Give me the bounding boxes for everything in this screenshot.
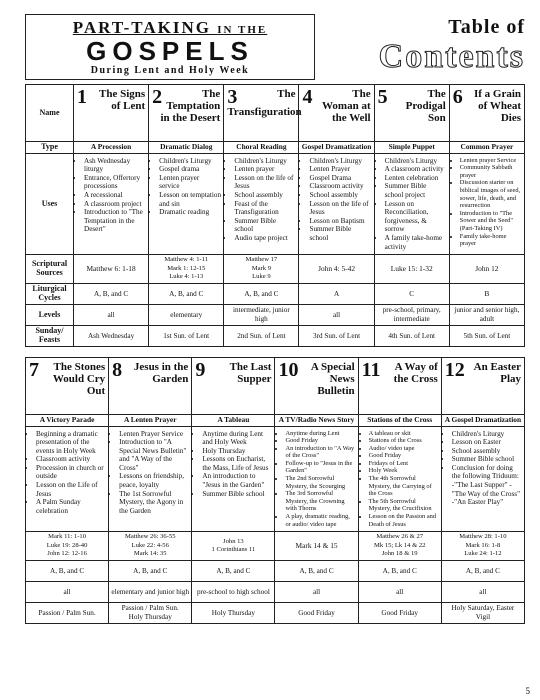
feast-line: Holy Saturday, Easter Vigil — [451, 604, 515, 621]
uses-list — [377, 157, 447, 252]
feast-line: Ash Wednesday — [87, 331, 135, 340]
entry-levels: pre-school to high school — [192, 582, 275, 603]
feast-line: Good Friday — [381, 608, 418, 617]
use-item: • Fridays of Lent — [369, 460, 439, 468]
entry-levels: intermediate, junior high — [224, 304, 299, 325]
row-levels — [26, 582, 525, 603]
use-item: • Introduction to "The Sower and the Seed" (Part-Taking IV) — [460, 210, 522, 233]
contents-table-top — [25, 84, 525, 347]
entry-levels: all — [358, 582, 441, 603]
entry-title: If a Grain of Wheat Dies — [473, 88, 521, 124]
entry-levels: elementary — [149, 304, 224, 325]
entry-type: A Victory Parade — [26, 414, 109, 426]
scripture-line: Mark 16: 1-8 — [465, 541, 501, 549]
entry-type: A Gospel Dramatization — [441, 414, 524, 426]
uses-list — [301, 157, 371, 243]
entry-cycles: A, B, and C — [192, 561, 275, 582]
feast-line: 3rd Sun. of Lent — [312, 331, 361, 340]
use-item: • A play, dramatic reading, or audio/ video tape — [285, 513, 355, 528]
use-item: • Anytime during Lent and Holy Week — [202, 430, 272, 447]
row-sunday — [26, 603, 525, 624]
title-line2: GOSPELS — [86, 36, 254, 66]
entry-uses — [299, 153, 374, 255]
entry-type: Common Prayer — [449, 142, 524, 154]
toc-line2: Contents — [378, 38, 525, 75]
use-item: • Lenten prayer — [234, 165, 296, 174]
use-item: • Lesson on the Life of Jesus — [36, 481, 106, 498]
entry-number: 5 — [377, 86, 388, 108]
use-item: • Discussion starter on biblical images of seed, sower, life, death, and resurrection — [460, 179, 522, 209]
use-item: • A Palm Sunday celebration — [36, 498, 106, 515]
entry-feast — [441, 603, 524, 624]
entry-title: An Easter Play — [473, 360, 521, 385]
entry-scripture — [449, 255, 524, 284]
use-item: • Ash Wednesday liturgy — [84, 157, 146, 174]
entry-feast — [74, 325, 149, 346]
entry-cycles: A, B, and C — [74, 283, 149, 304]
row-type — [26, 414, 525, 426]
scripture-line: Mark 9 — [251, 264, 271, 272]
entry-title-cell — [192, 357, 275, 414]
entry-scripture — [109, 532, 192, 561]
title-line1: PART-TAKING — [72, 18, 211, 37]
scripture-line: John 18 & 19 — [381, 550, 418, 558]
uses-list — [452, 157, 522, 248]
entry-title-cell — [299, 85, 374, 142]
uses-list — [151, 157, 221, 217]
use-item: • Feast of the Transfiguration — [234, 200, 296, 217]
entry-uses — [224, 153, 299, 255]
scripture-line: Mark 1: 12-15 — [167, 264, 206, 272]
page — [25, 14, 525, 624]
entry-levels: junior and senior high, adult — [449, 304, 524, 325]
entry-uses — [74, 153, 149, 255]
use-item: • Children's Liturgy — [159, 157, 221, 166]
uses-list — [277, 430, 355, 529]
entry-number: 1 — [77, 86, 87, 108]
entry-number: 2 — [152, 86, 163, 108]
entry-title: Jesus in the Garden — [133, 360, 189, 385]
entry-title-cell — [224, 85, 302, 142]
row-label-scripture: Scriptural Sources — [26, 255, 74, 284]
entry-feast — [374, 325, 449, 346]
entry-title: The Temptation in the Desert — [160, 88, 221, 124]
entry-feast — [449, 325, 524, 346]
entry-title-cell — [149, 85, 224, 142]
use-item: • Summer Bible school — [309, 225, 371, 242]
row-title — [26, 357, 525, 414]
entry-feast — [109, 603, 192, 624]
use-item: • Introduction to "The Temptation in the Desert" — [84, 208, 146, 234]
entry-title-cell — [358, 357, 441, 414]
use-item: • Lenten celebration — [385, 174, 447, 183]
entry-title-cell — [26, 357, 109, 414]
entry-cycles: A, B, and C — [26, 561, 109, 582]
title-line3: During Lent and Holy Week — [90, 65, 250, 76]
entry-levels: all — [26, 582, 109, 603]
entry-title: The Stones Would Cry Out — [52, 360, 106, 397]
row-label-title: Name — [26, 85, 74, 142]
use-item: • Lesson on Reconciliation, forgiveness, & sorrow — [385, 200, 447, 234]
use-item: • The 2nd Sorrowful Mystery, the Scourging — [285, 475, 355, 490]
entry-feast — [26, 603, 109, 624]
use-item: • Children's Liturgy — [234, 157, 296, 166]
use-item: • Anytime during Lent — [285, 430, 355, 438]
entry-title: The Woman at the Well — [322, 88, 371, 124]
use-item: • A recessional — [84, 191, 146, 200]
row-scripture — [26, 255, 525, 284]
entry-cycles: A, B, and C — [441, 561, 524, 582]
scripture-line: Matthew 26: 36-55 — [124, 533, 176, 541]
use-item: • Good Friday — [285, 437, 355, 445]
scripture-line: John 4: 5-42 — [318, 263, 356, 273]
book-title — [25, 14, 315, 80]
row-label-type: Type — [26, 142, 74, 154]
feast-line: Passion / Palm Sun. — [121, 604, 179, 613]
scripture-line: Matthew 28: 1-10 — [459, 533, 507, 541]
scripture-line: Luke 19: 28-40 — [46, 541, 88, 549]
use-item: • Beginning a dramatic presentation of the events in Holy Week — [36, 430, 106, 456]
entry-number: 4 — [302, 86, 313, 108]
entry-levels: all — [299, 304, 374, 325]
entry-title-cell — [74, 85, 149, 142]
entry-levels: pre-school, primary, intermediate — [374, 304, 449, 325]
entry-feast — [358, 603, 441, 624]
row-label-sunday: Sunday/ Feasts — [26, 325, 74, 346]
use-item: • The 4th Sorrowful Mystery, the Carrying of the Cross — [369, 475, 439, 498]
use-item: • School assembly — [452, 447, 522, 456]
entry-type: Gospel Dramatization — [299, 142, 374, 154]
use-item: • The 1st Sorrowful Mystery, the Agony in the Garden — [119, 490, 189, 516]
uses-list — [194, 430, 272, 499]
entry-number: 7 — [29, 358, 39, 381]
row-scripture — [26, 532, 525, 561]
entry-scripture — [441, 532, 524, 561]
entry-type: A Tableau — [192, 414, 275, 426]
row-uses — [26, 153, 525, 255]
uses-list — [226, 157, 296, 243]
entry-scripture — [74, 255, 149, 284]
entry-scripture — [224, 255, 299, 284]
use-item: • Gospel Drama — [309, 174, 371, 183]
use-item: • Stations of the Cross — [369, 437, 439, 445]
feast-line: 1st Sun. of Lent — [163, 331, 210, 340]
use-item: • Lessons on Eucharist, the Mass, Life of Jesus — [202, 455, 272, 472]
entry-scripture — [26, 532, 109, 561]
use-item: • Children's Liturgy — [385, 157, 447, 166]
use-item: • Introduction to "A Special News Bulletin" and "A Way of the Cross" — [119, 438, 189, 472]
feast-line: 5th Sun. of Lent — [463, 331, 511, 340]
entry-title-cell — [441, 357, 524, 414]
title-line1b: IN THE — [217, 24, 268, 36]
entry-uses — [149, 153, 224, 255]
use-item: • Children's Liturgy — [309, 157, 371, 166]
feast-line: Good Friday — [298, 608, 335, 617]
entry-number: 10 — [278, 358, 299, 381]
use-item: • Lesson on Easter — [452, 438, 522, 447]
scripture-line: Mark 14: 35 — [133, 550, 167, 558]
use-item: • Procession in church or outside — [36, 464, 106, 481]
use-item: • Summer Bible school — [202, 490, 272, 499]
feast-line: 2nd Sun. of Lent — [237, 331, 286, 340]
row-label-uses: Uses — [26, 153, 74, 255]
entry-cycles: A, B, and C — [149, 283, 224, 304]
entry-title: The Transfiguration — [227, 88, 302, 118]
entry-levels: elementary and junior high — [109, 582, 192, 603]
entry-uses — [26, 426, 109, 532]
uses-list — [111, 430, 189, 516]
entry-feast — [224, 325, 299, 346]
entry-uses — [374, 153, 449, 255]
entry-title-cell — [109, 357, 192, 414]
scripture-line: Mark 14 & 15 — [295, 540, 338, 550]
scripture-line: 1 Corinthians 11 — [211, 546, 256, 554]
use-item: • Good Friday — [369, 452, 439, 460]
row-cycles — [26, 283, 525, 304]
uses-list — [76, 157, 146, 234]
use-item: • Lesson on the Passion and Death of Jesus — [369, 513, 439, 528]
use-item: • Children's Liturgy — [452, 430, 522, 439]
entry-uses — [449, 153, 524, 255]
entry-title-cell — [449, 85, 524, 142]
use-item: • Summer Bible school project — [385, 182, 447, 199]
use-item: • Lenten Prayer Service — [119, 430, 189, 439]
entry-number: 12 — [444, 358, 465, 381]
use-item: • Entrance, Offertory processions — [84, 174, 146, 191]
row-label-cycles: Liturgical Cycles — [26, 283, 74, 304]
entry-levels: all — [441, 582, 524, 603]
row-cycles — [26, 561, 525, 582]
use-item: • Summer Bible school — [234, 217, 296, 234]
contents-table-bottom — [25, 357, 525, 624]
entry-type: Simple Puppet — [374, 142, 449, 154]
entry-uses — [192, 426, 275, 532]
scripture-line: John 13 — [223, 537, 244, 545]
entry-title-cell — [374, 85, 449, 142]
entry-cycles: A, B, and C — [275, 561, 358, 582]
use-item: • A family take-home activity — [385, 234, 447, 251]
entry-title: A Special News Bulletin — [310, 360, 355, 397]
use-item: • Lenten Prayer — [309, 165, 371, 174]
feast-line: Holy Thursday — [211, 608, 255, 617]
scripture-line: Matthew 4: 1-11 — [164, 256, 209, 264]
use-item: • A tableau or skit — [369, 430, 439, 438]
uses-list — [444, 430, 522, 507]
entry-cycles: A, B, and C — [358, 561, 441, 582]
scripture-line: Luke 15: 1-32 — [390, 263, 433, 273]
entry-type: A Procession — [74, 142, 149, 154]
use-item: • Lessons on friendship, peace, loyalty — [119, 472, 189, 489]
row-levels — [26, 304, 525, 325]
entry-title-cell — [275, 357, 358, 414]
feast-line: Holy Thursday — [128, 613, 172, 621]
use-item: • Gospel drama — [159, 165, 221, 174]
use-item: • Lesson on temptation and sin — [159, 191, 221, 208]
entry-number: 11 — [361, 358, 381, 381]
entry-number: 8 — [112, 358, 123, 381]
use-item: • Audio tape project — [234, 234, 296, 243]
use-item: • Summer Bible school — [452, 455, 522, 464]
use-item: • Conclusion for doing the following Triduum: -"The Last Supper" -"The Way of the Cross" -"An Easter Play" — [452, 464, 522, 507]
entry-feast — [149, 325, 224, 346]
use-item: • Audio/ video tape — [369, 445, 439, 453]
entry-feast — [192, 603, 275, 624]
entry-uses — [275, 426, 358, 532]
use-item: • A classroom project — [84, 200, 146, 209]
use-item: • Lesson on Baptism — [309, 217, 371, 226]
entry-levels: all — [275, 582, 358, 603]
entry-scripture — [275, 532, 358, 561]
use-item: • Lesson on the life of Jesus — [309, 200, 371, 217]
page-number: 5 — [525, 686, 530, 696]
use-item: • Holy Thursday — [202, 447, 272, 456]
toc-line1: Table of — [448, 16, 525, 38]
use-item: • Lenten prayer Service — [460, 157, 522, 165]
scripture-line: Mk 15; Lk 14 & 22 — [373, 541, 426, 549]
entry-type: A TV/Radio News Story — [275, 414, 358, 426]
row-type — [26, 142, 525, 154]
use-item: • Lenten prayer service — [159, 174, 221, 191]
toc-heading — [325, 14, 525, 76]
entry-uses — [441, 426, 524, 532]
entry-feast — [275, 603, 358, 624]
use-item: • School assembly — [234, 191, 296, 200]
scripture-line: Luke 9 — [252, 273, 271, 281]
entry-scripture — [299, 255, 374, 284]
use-item: • Family take-home prayer — [460, 233, 522, 248]
row-sunday — [26, 325, 525, 346]
entry-uses — [358, 426, 441, 532]
header — [25, 14, 525, 80]
entry-cycles: B — [449, 283, 524, 304]
scripture-line: Matthew 26 & 27 — [376, 533, 424, 541]
feast-line: 4th Sun. of Lent — [388, 331, 436, 340]
entry-title: A Way of the Cross — [393, 360, 438, 385]
entry-scripture — [149, 255, 224, 284]
scripture-line: Mark 11: 1-10 — [48, 533, 86, 541]
use-item: • An introduction to "A Way of the Cross" — [285, 445, 355, 460]
use-item: • Community Sabbath prayer — [460, 164, 522, 179]
entry-type: A Lenten Prayer — [109, 414, 192, 426]
use-item: • Holy Week — [369, 467, 439, 475]
scripture-line: Luke 4: 1-13 — [169, 273, 204, 281]
entry-cycles: A, B, and C — [224, 283, 299, 304]
entry-title: The Signs of Lent — [98, 88, 146, 112]
entry-cycles: C — [374, 283, 449, 304]
scripture-line: Matthew 6: 1-18 — [86, 263, 136, 273]
entry-number: 3 — [227, 86, 238, 108]
uses-list — [361, 430, 439, 529]
row-title — [26, 85, 525, 142]
entry-type: Dramatic Dialog — [149, 142, 224, 154]
use-item: • A classroom activity — [385, 165, 447, 174]
use-item: • Classroom activity — [309, 182, 371, 191]
entry-number: 6 — [452, 86, 463, 108]
entry-scripture — [192, 532, 275, 561]
scripture-line: John 12 — [475, 263, 499, 273]
entry-type: Stations of the Cross — [358, 414, 441, 426]
entry-feast — [299, 325, 374, 346]
entry-scripture — [374, 255, 449, 284]
use-item: • Lesson on the life of Jesus — [234, 174, 296, 191]
scripture-line: Luke 22: 4-56 — [131, 541, 169, 549]
entry-type: Choral Reading — [224, 142, 299, 154]
use-item: • Dramatic reading — [159, 208, 221, 217]
use-item: • Classroom activity — [36, 455, 106, 464]
entry-cycles: A — [299, 283, 374, 304]
row-label-levels: Levels — [26, 304, 74, 325]
entry-number: 9 — [195, 358, 206, 381]
scripture-line: Matthew 17 — [245, 256, 278, 264]
entry-cycles: A, B, and C — [109, 561, 192, 582]
entry-title: The Last Supper — [229, 360, 272, 385]
use-item: • The 5th Sorrowful Mystery, the Crucifixion — [369, 498, 439, 513]
entry-levels: all — [74, 304, 149, 325]
entry-uses — [109, 426, 192, 532]
scripture-line: John 12: 12-16 — [47, 550, 87, 558]
feast-line: Passion / Palm Sun. — [38, 608, 96, 617]
uses-list — [28, 430, 106, 516]
row-uses — [26, 426, 525, 532]
entry-title: The Prodigal Son — [405, 88, 446, 124]
scripture-line: Luke 24: 1-12 — [464, 550, 502, 558]
use-item: • School assembly — [309, 191, 371, 200]
entry-scripture — [358, 532, 441, 561]
use-item: • Follow-up to "Jesus in the Garden" — [285, 460, 355, 475]
use-item: • The 3rd Sorrowful Mystery, the Crowning with Thorns — [285, 490, 355, 513]
use-item: • An introduction to "Jesus in the Garden" — [202, 472, 272, 489]
